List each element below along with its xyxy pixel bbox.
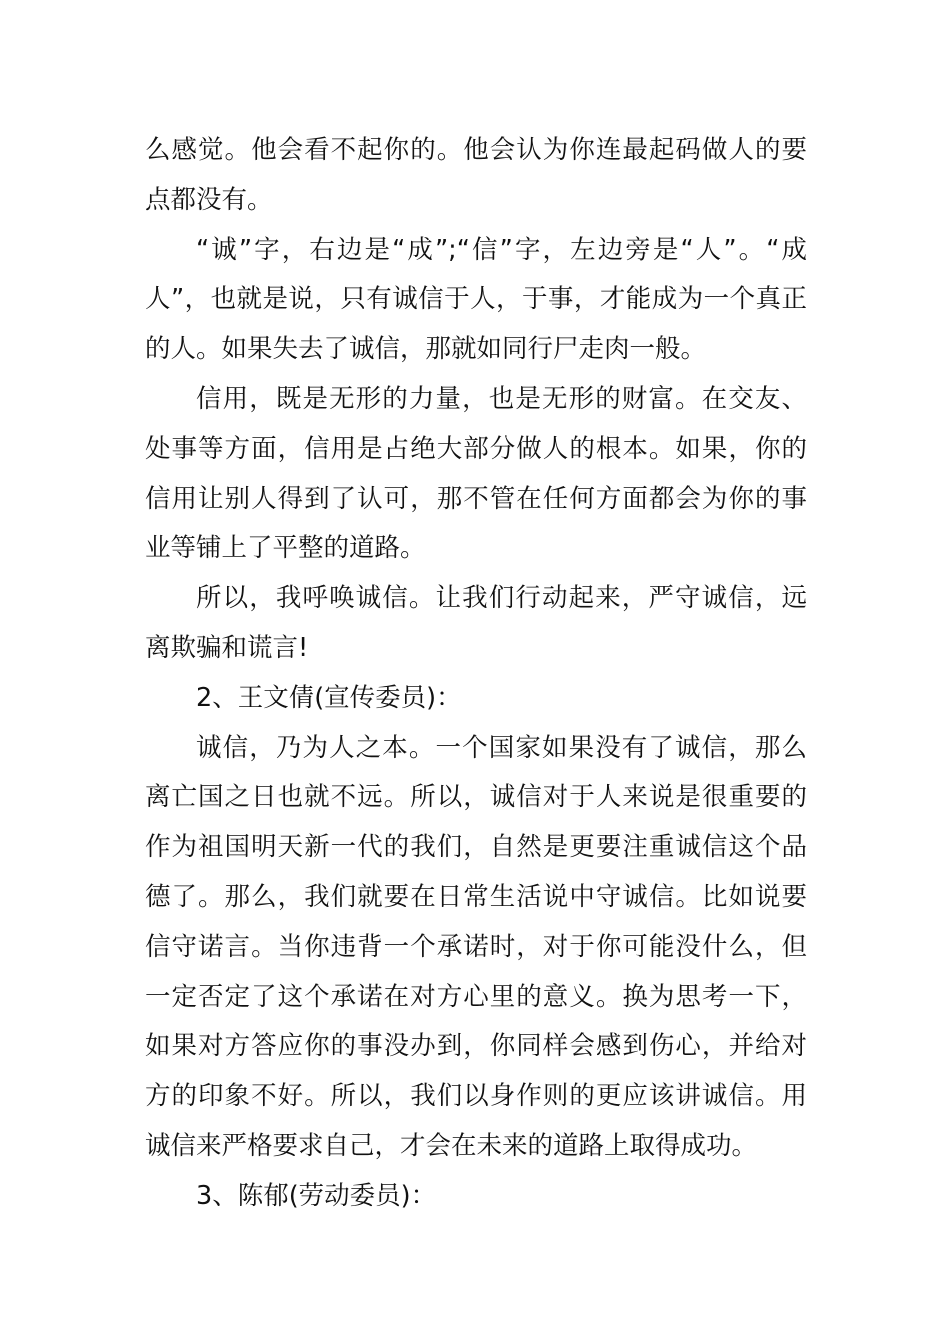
speaker-heading-2: 2、王文倩(宣传委员)： xyxy=(196,682,462,713)
paragraph-call-for-honesty: 所以，我呼唤诚信。让我们行动起来，严守诚信，远离欺骗和谎言! xyxy=(145,583,807,663)
paragraph-honesty-foundation: 诚信，乃为人之本。一个国家如果没有了诚信，那么离亡国之日也就不远。所以，诚信对于人来说是很重要的作为祖国明天新一代的我们，自然是更要注重诚信这个品德了。那么，我们就要在日常生活说中守诚信。比如说要信守诺言。当你违背一个承诺时，对于你可能没什么，但一定否定了这个承诺在对方心里的意义。换为思考一下，如果对方答应你的事没办到，你同样会感到伤心，并给对方的印象不好。所以，我们以身作则的更应该讲诚信。用诚信来严格要求自己，才会在未来的道路上取得成功。 xyxy=(145,732,807,1161)
document-body xyxy=(145,126,807,1222)
speaker-heading-3: 3、陈郁(劳动委员)： xyxy=(196,1180,437,1211)
paragraph-continued: 么感觉。他会看不起你的。他会认为你连最起码做人的要点都没有。 xyxy=(145,135,807,215)
paragraph-cheng-xin-characters: “诚”字，右边是“成”;“信”字，左边旁是“人”。“成人”，也就是说，只有诚信于人，于事，才能成为一个真正的人。如果失去了诚信，那就如同行尸走肉一般。 xyxy=(145,234,807,365)
paragraph-credit: 信用，既是无形的力量，也是无形的财富。在交友、处事等方面，信用是占绝大部分做人的根本。如果，你的信用让别人得到了认可，那不管在任何方面都会为你的事业等铺上了平整的道路。 xyxy=(145,383,807,564)
